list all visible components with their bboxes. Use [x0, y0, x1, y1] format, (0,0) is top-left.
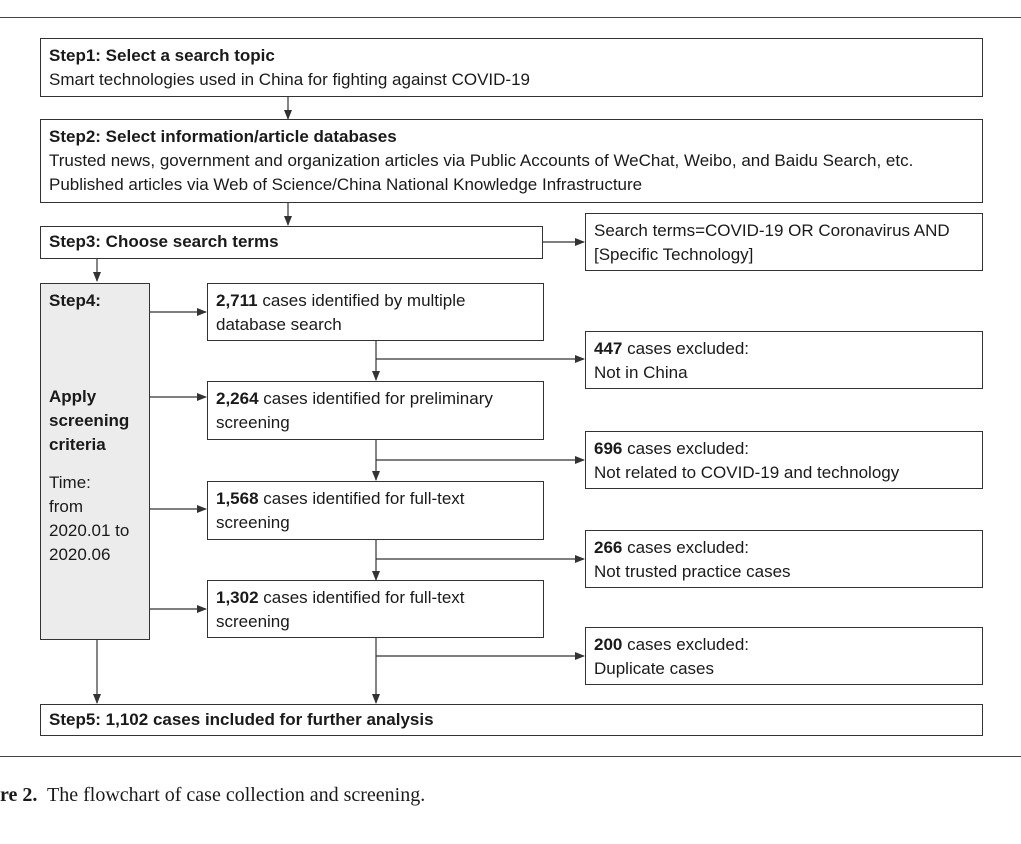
step4-box: [40, 283, 150, 640]
step3-box: [40, 226, 543, 259]
step4-apply-1: Apply: [49, 387, 97, 406]
excluded-reason: Not related to COVID-19 and technology: [594, 463, 900, 482]
step1-text: Smart technologies used in China for fighting against COVID-19: [49, 70, 530, 89]
caption-text: The flowchart of case collection and screening.: [37, 784, 426, 806]
identified-text: cases identified by multiple: [257, 291, 466, 310]
step1-box: [40, 38, 983, 97]
step4-time-1: Time:: [49, 473, 91, 492]
excluded-text: cases excluded:: [622, 439, 750, 458]
step2-line1: Trusted news, government and organization articles via Public Accounts of WeChat, Weibo, and Baidu Search, etc.: [49, 151, 914, 170]
identified-text-2: screening: [216, 612, 290, 631]
step4-time-2: from: [49, 497, 83, 516]
identified-text: cases identified for full-text: [258, 489, 465, 508]
step4-title: Step4:: [49, 291, 101, 310]
excluded-box-2: [585, 431, 983, 489]
step2-line2: Published articles via Web of Science/China National Knowledge Infrastructure: [49, 175, 643, 194]
identified-text: cases identified for preliminary: [258, 389, 493, 408]
excluded-box-4: [585, 627, 983, 685]
excluded-reason: Duplicate cases: [594, 659, 715, 678]
identified-text-2: screening: [216, 413, 290, 432]
excluded-count: 200: [594, 635, 623, 654]
figure-caption: [0, 784, 425, 807]
step2-title: Step2: Select information/article databases: [49, 127, 397, 146]
excluded-count: 266: [594, 538, 623, 557]
step4-apply-3: criteria: [49, 435, 106, 454]
step4-time-3: 2020.01 to: [49, 521, 130, 540]
identified-text-2: screening: [216, 513, 290, 532]
step1-title: Step1: Select a search topic: [49, 46, 275, 65]
excluded-reason: Not trusted practice cases: [594, 562, 791, 581]
step4-apply-2: screening: [49, 411, 130, 430]
excluded-text: cases excluded:: [622, 538, 750, 557]
identified-box-3: [207, 481, 544, 540]
identified-box-4: [207, 580, 544, 638]
search-terms-line2: [Specific Technology]: [594, 245, 754, 264]
excluded-text: cases excluded:: [622, 339, 750, 358]
identified-count: 2,711: [216, 291, 258, 310]
figure-label: re 2.: [0, 784, 38, 806]
excluded-text: cases excluded:: [622, 635, 750, 654]
identified-box-1: [207, 283, 544, 341]
excluded-box-1: [585, 331, 983, 389]
excluded-count: 447: [594, 339, 623, 358]
search-terms-box: [585, 213, 983, 271]
identified-count: 1,568: [216, 489, 259, 508]
identified-box-2: [207, 381, 544, 440]
identified-text-2: database search: [216, 315, 342, 334]
excluded-reason: Not in China: [594, 363, 688, 382]
excluded-box-3: [585, 530, 983, 588]
step4-time-4: 2020.06: [49, 545, 111, 564]
identified-count: 1,302: [216, 588, 259, 607]
identified-text: cases identified for full-text: [258, 588, 465, 607]
step3-title: Step3: Choose search terms: [49, 232, 279, 251]
identified-count: 2,264: [216, 389, 259, 408]
excluded-count: 696: [594, 439, 623, 458]
step5-box: [40, 704, 983, 736]
search-terms-line1: Search terms=COVID-19 OR Coronavirus AND: [594, 221, 950, 240]
step2-box: [40, 119, 983, 203]
step5-title: Step5: 1,102 cases included for further analysis: [49, 710, 434, 729]
